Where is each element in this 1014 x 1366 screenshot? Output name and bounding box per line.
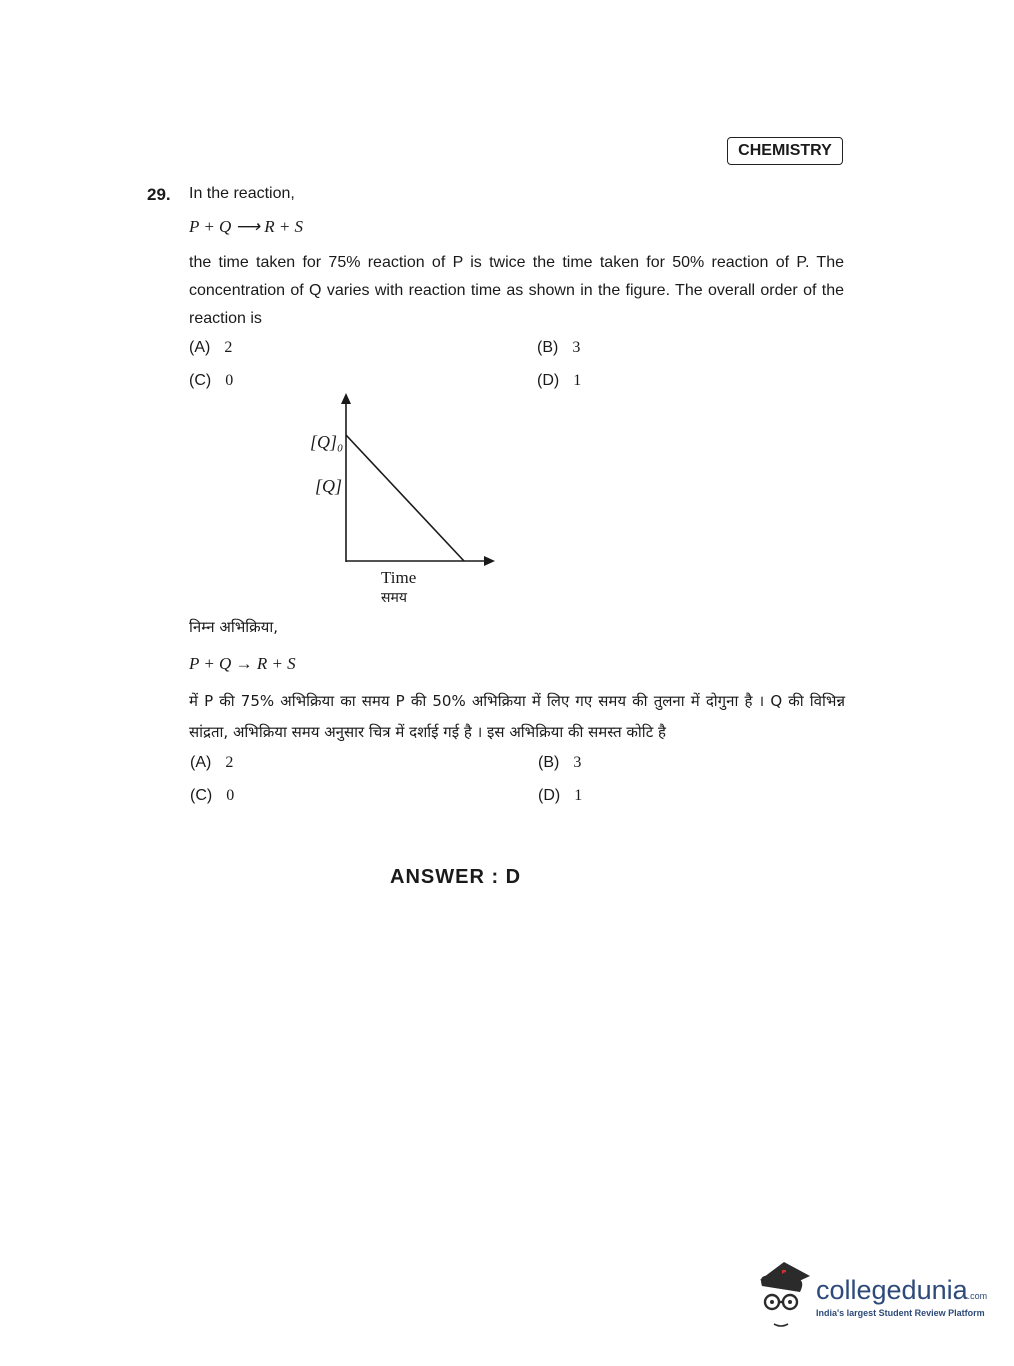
question-intro-hindi: निम्न अभिक्रिया, — [189, 618, 279, 636]
reaction-equation-hindi: P + Q → R + S — [189, 654, 296, 673]
x-label-hindi: समय — [381, 590, 407, 606]
option-a-hindi: (A) 2 — [190, 754, 234, 771]
option-d-hindi: (D) 1 — [538, 787, 583, 804]
y-label: [Q] — [315, 476, 343, 496]
option-b-hindi: (B) 3 — [538, 754, 582, 771]
x-label: Time — [381, 568, 417, 587]
option-c-hindi: (C) 0 — [190, 787, 235, 804]
question-number: 29. — [147, 185, 171, 204]
question-text-hindi: में P की 75% अभिक्रिया का समय P की 50% अभिक्रिया में लिए गए समय की तुलना में दोगुना है । Q की विभिन्न सांद्रता, अभिक्रिया समय अनुसार चित्र में दर्शाई गई है । इस अभिक्रिया की समस्त कोटि है — [189, 692, 845, 741]
question-intro: In the reaction, — [189, 185, 295, 202]
answer-text: ANSWER : D — [390, 866, 522, 888]
option-c: (C) 0 — [189, 372, 234, 389]
concentration-line — [346, 435, 464, 561]
y-axis-arrow — [341, 393, 351, 404]
logo-tagline: India's largest Student Review Platform — [816, 1308, 985, 1318]
x-axis-arrow — [484, 556, 495, 566]
logo-wordmark: collegedunia.com — [816, 1275, 988, 1305]
option-b: (B) 3 — [537, 339, 581, 356]
reaction-equation: P + Q ⟶ R + S — [189, 217, 304, 236]
concentration-time-graph — [300, 390, 510, 615]
subject-tag: CHEMISTRY — [727, 137, 843, 165]
option-d: (D) 1 — [537, 372, 582, 389]
option-a: (A) 2 — [189, 339, 233, 356]
question-text: the time taken for 75% reaction of P is twice the time taken for 50% reaction of P. The concentration of Q varies with reaction time as shown in the figure. The overall order of the reaction is — [189, 254, 844, 327]
y-label-initial: [Q]₀ — [310, 432, 344, 452]
mascot-icon — [752, 1258, 814, 1330]
